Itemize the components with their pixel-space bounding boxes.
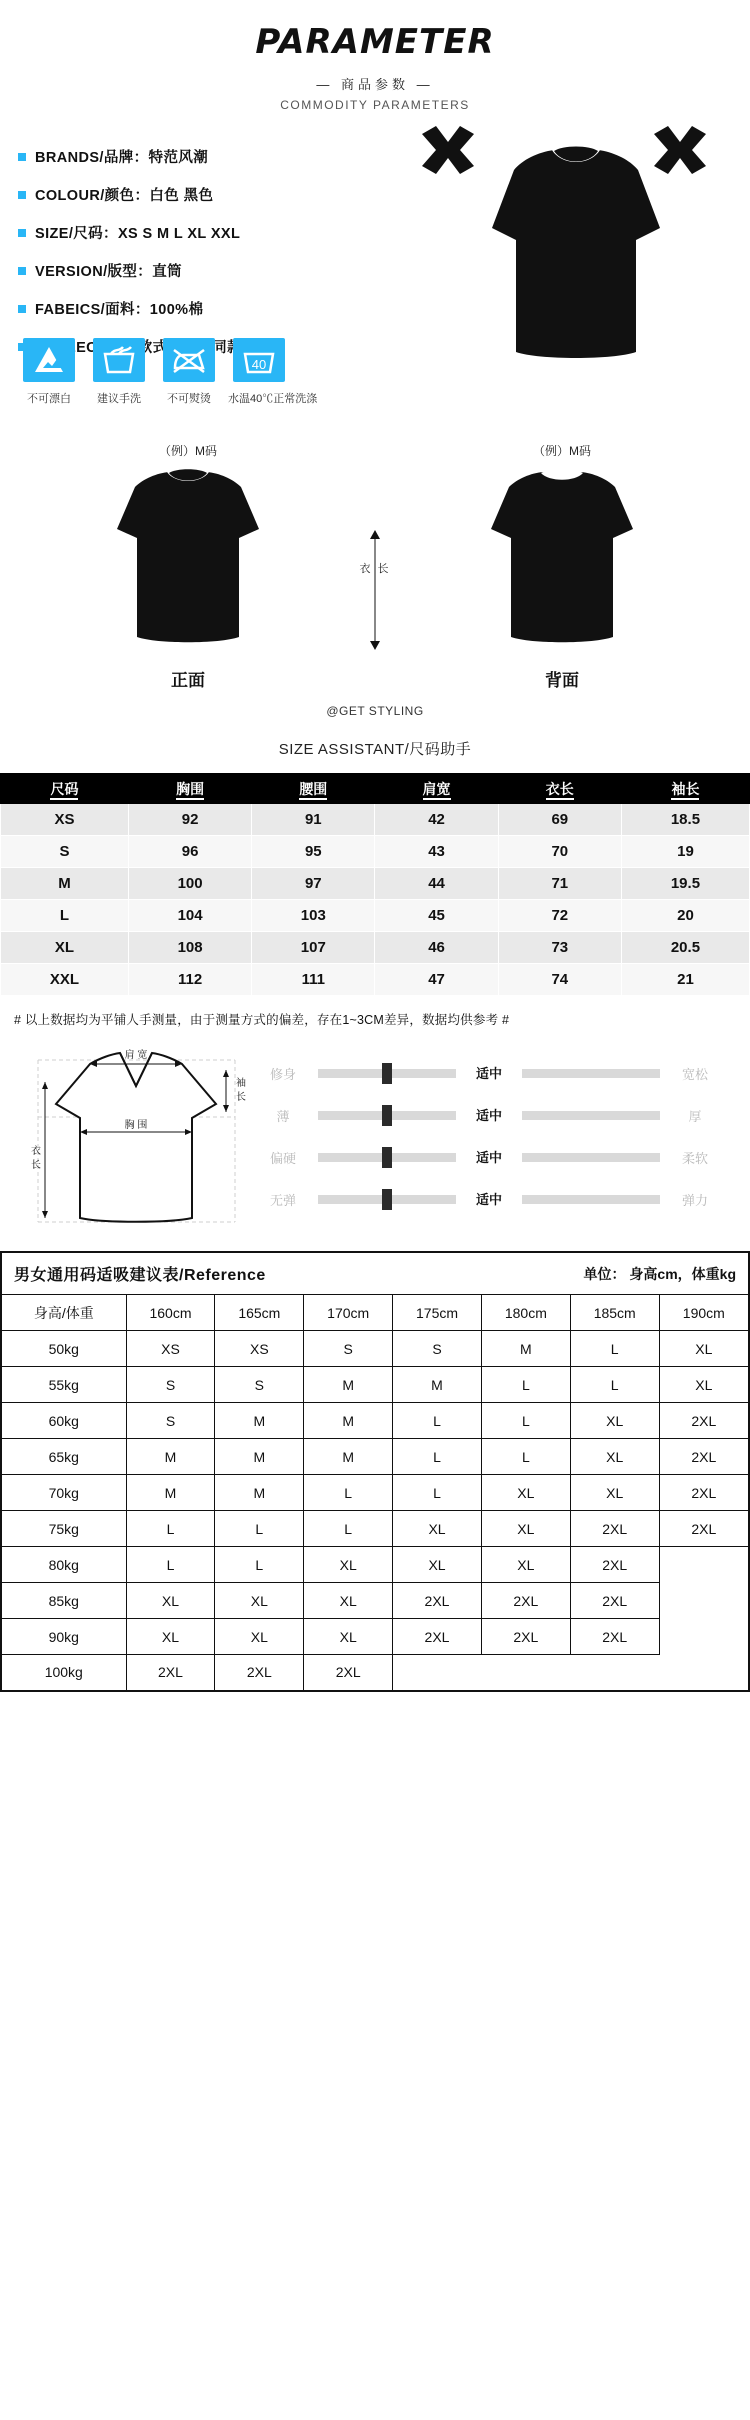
size-table-col-1: 胸围: [128, 774, 251, 804]
x-mark-left-icon: [422, 126, 474, 174]
cell: 69: [498, 804, 621, 836]
attribute-sliders: [250, 1052, 728, 1220]
cell: S: [126, 1367, 215, 1403]
reference-col-160: 160cm: [126, 1295, 215, 1331]
row-weight: 60kg: [1, 1403, 126, 1439]
reference-col-185: 185cm: [570, 1295, 659, 1331]
cell: 108: [128, 932, 251, 964]
cell: XL: [570, 1439, 659, 1475]
table-row: [1, 1331, 749, 1367]
cell: S: [215, 1367, 304, 1403]
cell: XL: [570, 1403, 659, 1439]
size-table-header-row: [1, 774, 750, 804]
watermark: @GET STYLING: [326, 704, 424, 718]
measure-diagram: [20, 1042, 250, 1242]
table-row: [1, 1655, 749, 1691]
care-item-label: 建议手洗: [97, 393, 141, 405]
size-table-note: # 以上数据均为平铺人手测量，由于测量方式的偏差，存在1~3CM差异，数据均供参考 #: [14, 1013, 510, 1027]
cell: XL: [659, 1367, 749, 1403]
cell: 2XL: [570, 1583, 659, 1619]
care-item-label: 不可熨烫: [167, 393, 211, 405]
cell: 2XL: [659, 1439, 749, 1475]
size-assistant-title: SIZE ASSISTANT/尺码助手: [278, 741, 472, 758]
cell: L: [570, 1367, 659, 1403]
care-instructions: [18, 338, 318, 406]
size-table: [0, 773, 750, 996]
square-bullet-icon: [18, 153, 26, 161]
care-item: [18, 338, 80, 406]
reference-title: 男女通用码适吸建议表/Reference: [14, 1267, 266, 1284]
reference-col-190: 190cm: [659, 1295, 749, 1331]
cell: 18.5: [621, 804, 749, 836]
slider-track[interactable]: [522, 1153, 660, 1162]
cell: M: [481, 1331, 570, 1367]
table-row: [1, 804, 750, 836]
cell-empty: [570, 1655, 659, 1691]
cell: XS: [1, 804, 129, 836]
row-weight: 50kg: [1, 1331, 126, 1367]
slider-knob[interactable]: [382, 1189, 392, 1210]
cell: XL: [481, 1547, 570, 1583]
page-title-en: COMMODITY PARAMETERS: [280, 98, 470, 112]
row-weight: 70kg: [1, 1475, 126, 1511]
slider-knob[interactable]: [382, 1063, 392, 1084]
back-view-note: （例）M码: [533, 444, 591, 458]
slider-mid-label: 适中: [475, 1108, 502, 1123]
cell: 2XL: [570, 1619, 659, 1655]
slider-knob[interactable]: [382, 1105, 392, 1126]
tshirt-hero-illustration: [414, 120, 714, 380]
table-row: [1, 1367, 749, 1403]
cell: 2XL: [215, 1655, 304, 1691]
care-item: [88, 338, 150, 406]
cell: 71: [498, 868, 621, 900]
slider-track[interactable]: [318, 1069, 456, 1078]
cell: 92: [128, 804, 251, 836]
cell: XL: [393, 1547, 482, 1583]
cell: L: [481, 1367, 570, 1403]
cell: 112: [128, 964, 251, 996]
x-mark-right-icon: [654, 126, 706, 174]
cell: 2XL: [481, 1583, 570, 1619]
slider-left-label: 修身: [269, 1066, 296, 1082]
cell: S: [1, 836, 129, 868]
cell-empty: [481, 1655, 570, 1691]
length-label: 衣 长: [359, 563, 391, 575]
front-back-section: [0, 442, 750, 702]
reference-col-175: 175cm: [393, 1295, 482, 1331]
cell: XL: [659, 1331, 749, 1367]
cell: 2XL: [570, 1547, 659, 1583]
cell: M: [304, 1439, 393, 1475]
cell: L: [393, 1439, 482, 1475]
cell: L: [215, 1547, 304, 1583]
table-row: [1, 900, 750, 932]
slider-track[interactable]: [522, 1195, 660, 1204]
measure-section: [0, 1036, 750, 1251]
cell: L: [481, 1403, 570, 1439]
care-item-label: 水温40℃正常洗涤: [228, 393, 318, 405]
cell: M: [126, 1439, 215, 1475]
spec-item: [18, 260, 242, 281]
cell: XL: [1, 932, 129, 964]
spec-item: [18, 184, 242, 205]
cell: 100: [128, 868, 251, 900]
spec-item: [18, 222, 242, 243]
slider-elasticity[interactable]: [250, 1178, 728, 1220]
slider-right-label: 宽松: [681, 1066, 708, 1082]
slider-right-label: 厚: [688, 1108, 702, 1124]
table-row: [1, 1475, 749, 1511]
table-row: [1, 1619, 749, 1655]
svg-text:肩 宽: 肩 宽: [124, 1050, 148, 1061]
square-bullet-icon: [18, 305, 26, 313]
svg-text:胸 围: 胸 围: [124, 1120, 148, 1131]
cell: 21: [621, 964, 749, 996]
cell-empty: [659, 1547, 749, 1583]
cell: M: [215, 1403, 304, 1439]
cell-empty: [659, 1655, 749, 1691]
table-row: [1, 1439, 749, 1475]
row-weight: 55kg: [1, 1367, 126, 1403]
reference-col-180: 180cm: [481, 1295, 570, 1331]
cell: XL: [126, 1619, 215, 1655]
front-view-caption: 正面: [171, 671, 205, 690]
cell: 70: [498, 836, 621, 868]
table-row: [1, 1403, 749, 1439]
reference-unit: 单位： 身高cm，体重kg: [583, 1265, 736, 1282]
row-weight: 80kg: [1, 1547, 126, 1583]
size-table-col-5: 袖长: [621, 774, 749, 804]
square-bullet-icon: [18, 267, 26, 275]
cell: XL: [304, 1619, 393, 1655]
cell: 43: [375, 836, 498, 868]
cell-empty: [393, 1655, 482, 1691]
cell: 2XL: [393, 1583, 482, 1619]
slider-knob[interactable]: [382, 1147, 392, 1168]
spec-item: [18, 298, 242, 319]
square-bullet-icon: [18, 191, 26, 199]
spec-item-label: FABEICS/面料：100%棉: [35, 302, 204, 318]
cell: XL: [215, 1583, 304, 1619]
page-title-cn: — 商品参数 —: [316, 77, 434, 92]
cell: 97: [252, 868, 375, 900]
cell-empty: [659, 1619, 749, 1655]
cell: XL: [570, 1475, 659, 1511]
cell: 45: [375, 900, 498, 932]
slider-thickness[interactable]: [250, 1094, 728, 1136]
cell: 2XL: [659, 1403, 749, 1439]
svg-text:袖: 袖: [236, 1078, 246, 1089]
svg-text:长: 长: [31, 1160, 41, 1171]
cell: 20: [621, 900, 749, 932]
slider-mid-label: 适中: [475, 1192, 502, 1207]
cell: M: [1, 868, 129, 900]
page-header: [0, 0, 750, 112]
cell: 91: [252, 804, 375, 836]
slider-softness[interactable]: [250, 1136, 728, 1178]
size-table-col-0: 尺码: [1, 774, 129, 804]
page-title: PARAMETER: [255, 22, 495, 62]
cell: 2XL: [659, 1475, 749, 1511]
reference-header-row: [1, 1295, 749, 1331]
cell: 107: [252, 932, 375, 964]
table-row: [1, 1511, 749, 1547]
cell: S: [304, 1331, 393, 1367]
cell: 42: [375, 804, 498, 836]
cell: XL: [393, 1511, 482, 1547]
product-hero-image: [414, 120, 714, 380]
cell: 74: [498, 964, 621, 996]
svg-text:衣: 衣: [31, 1146, 41, 1157]
table-row: [1, 836, 750, 868]
spec-item-label: COLOUR/颜色：白色 黑色: [35, 188, 214, 204]
slider-track[interactable]: [318, 1195, 456, 1204]
cell: 95: [252, 836, 375, 868]
back-view-caption: 背面: [545, 671, 579, 690]
cell: L: [570, 1331, 659, 1367]
spec-item-label: VERSION/版型：直筒: [35, 264, 182, 280]
spec-item: [18, 146, 242, 167]
care-item: [228, 338, 318, 406]
cell: 2XL: [393, 1619, 482, 1655]
slider-track[interactable]: [318, 1153, 456, 1162]
cell: L: [126, 1547, 215, 1583]
cell: L: [126, 1511, 215, 1547]
cell: S: [393, 1331, 482, 1367]
cell: 104: [128, 900, 251, 932]
reference-corner-label: 身高/体重: [1, 1295, 126, 1331]
row-weight: 85kg: [1, 1583, 126, 1619]
cell-empty: [659, 1583, 749, 1619]
row-weight: 65kg: [1, 1439, 126, 1475]
reference-table-header: [0, 1251, 750, 1294]
no-iron-icon: [163, 338, 215, 382]
cell: XL: [215, 1619, 304, 1655]
cell: M: [126, 1475, 215, 1511]
cell: L: [304, 1475, 393, 1511]
cell: XS: [126, 1331, 215, 1367]
size-table-col-3: 肩宽: [375, 774, 498, 804]
svg-text:长: 长: [236, 1092, 246, 1103]
care-item: [158, 338, 220, 406]
cell: XL: [481, 1511, 570, 1547]
care-item-label: 不可漂白: [27, 393, 71, 405]
reference-col-170: 170cm: [304, 1295, 393, 1331]
reference-table: [0, 1294, 750, 1692]
cell: L: [1, 900, 129, 932]
front-view-note: （例）M码: [159, 444, 217, 458]
cell: L: [481, 1439, 570, 1475]
cell: 72: [498, 900, 621, 932]
wash-40-icon: [233, 338, 285, 382]
size-table-col-4: 衣长: [498, 774, 621, 804]
slider-track[interactable]: [522, 1069, 660, 1078]
cell: 44: [375, 868, 498, 900]
slider-right-label: 柔软: [681, 1150, 708, 1166]
cell: 73: [498, 932, 621, 964]
cell: 2XL: [304, 1655, 393, 1691]
table-row: [1, 1547, 749, 1583]
cell: XL: [304, 1547, 393, 1583]
cell: M: [393, 1367, 482, 1403]
cell: 20.5: [621, 932, 749, 964]
cell: XXL: [1, 964, 129, 996]
slider-right-label: 弹力: [681, 1192, 708, 1208]
slider-track[interactable]: [522, 1111, 660, 1120]
cell: M: [215, 1439, 304, 1475]
slider-mid-label: 适中: [475, 1150, 502, 1165]
slider-fit[interactable]: [250, 1052, 728, 1094]
cell: M: [215, 1475, 304, 1511]
svg-text:40: 40: [251, 357, 267, 372]
cell: XL: [304, 1583, 393, 1619]
spec-item-label: SIZE/尺码：XS S M L XL XXL: [35, 226, 241, 242]
cell: 46: [375, 932, 498, 964]
size-table-col-2: 腰围: [252, 774, 375, 804]
table-row: [1, 868, 750, 900]
cell: 19.5: [621, 868, 749, 900]
cell: 103: [252, 900, 375, 932]
slider-left-label: 无弹: [269, 1192, 296, 1208]
slider-mid-label: 适中: [475, 1066, 502, 1081]
cell: XL: [126, 1583, 215, 1619]
cell: XS: [215, 1331, 304, 1367]
no-bleach-icon: [23, 338, 75, 382]
length-measure-arrow-icon: [368, 530, 382, 650]
cell: L: [393, 1475, 482, 1511]
cell: L: [215, 1511, 304, 1547]
reference-col-165: 165cm: [215, 1295, 304, 1331]
cell: M: [304, 1403, 393, 1439]
cell: L: [304, 1511, 393, 1547]
spec-item-label: BRANDS/品牌：特范风潮: [35, 150, 209, 166]
cell: 2XL: [481, 1619, 570, 1655]
cell: 2XL: [659, 1511, 749, 1547]
cell: S: [126, 1403, 215, 1439]
cell: 47: [375, 964, 498, 996]
spec-section: [0, 112, 750, 442]
cell: XL: [481, 1475, 570, 1511]
table-row: [1, 932, 750, 964]
table-row: [1, 1583, 749, 1619]
square-bullet-icon: [18, 229, 26, 237]
cell: 2XL: [570, 1511, 659, 1547]
cell: 2XL: [126, 1655, 215, 1691]
table-row: [1, 964, 750, 996]
row-weight: 90kg: [1, 1619, 126, 1655]
cell: 96: [128, 836, 251, 868]
slider-left-label: 偏硬: [269, 1150, 296, 1166]
slider-track[interactable]: [318, 1111, 456, 1120]
front-back-mid-label: [0, 560, 750, 576]
cell: 19: [621, 836, 749, 868]
cell: L: [393, 1403, 482, 1439]
row-weight: 100kg: [1, 1655, 126, 1691]
hand-wash-icon: [93, 338, 145, 382]
cell: 111: [252, 964, 375, 996]
row-weight: 75kg: [1, 1511, 126, 1547]
cell: M: [304, 1367, 393, 1403]
slider-left-label: 薄: [276, 1108, 290, 1124]
